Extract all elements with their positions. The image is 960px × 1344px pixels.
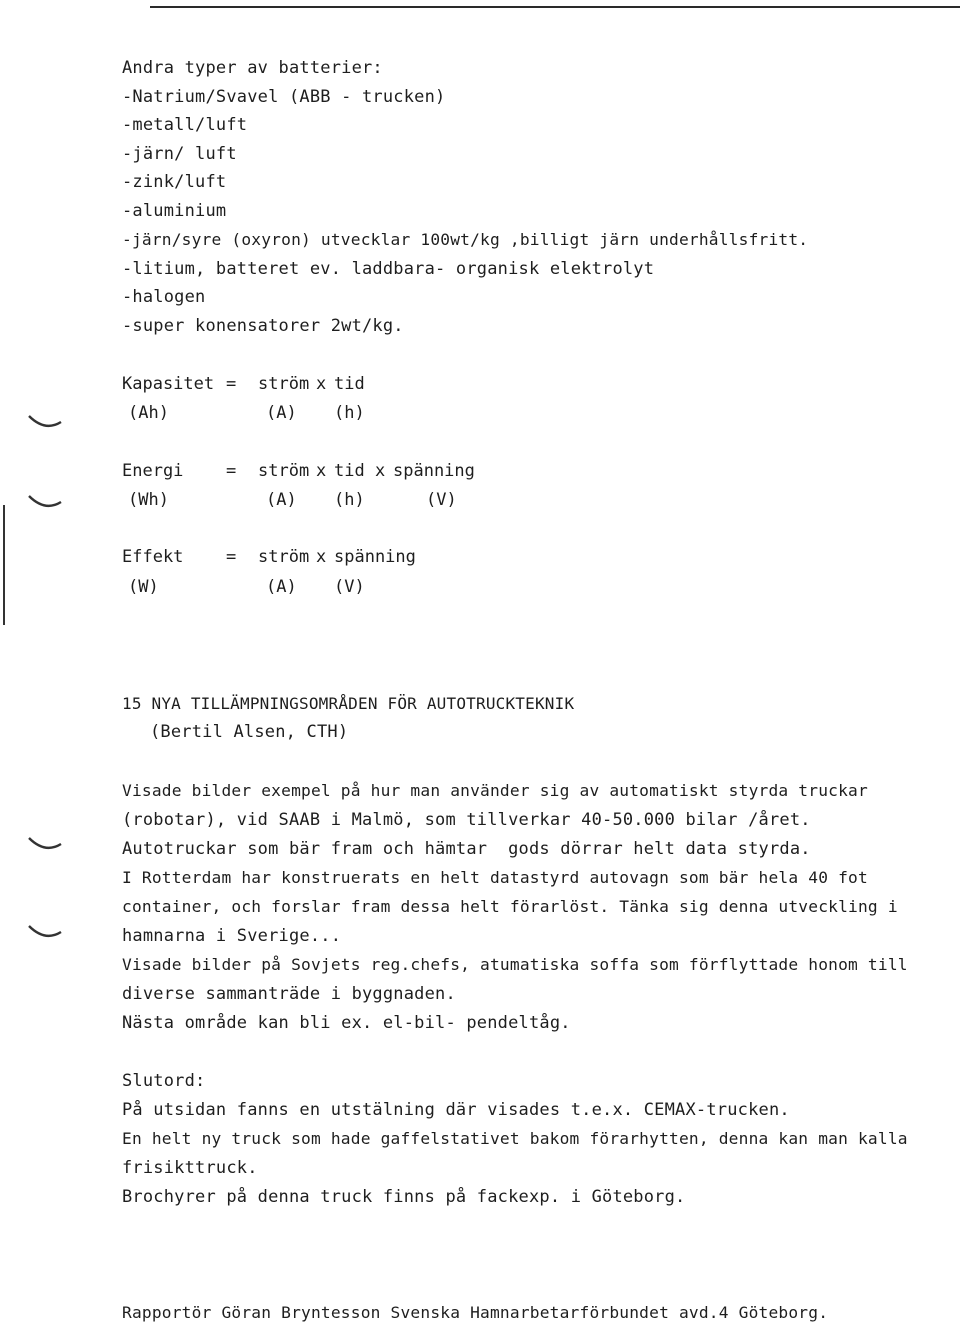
unit: (Wh) bbox=[128, 490, 169, 510]
list-item: -litium, batteret ev. laddbara- organisk elektrolyt bbox=[122, 259, 655, 279]
operator: x bbox=[316, 461, 327, 481]
term: tid bbox=[334, 374, 365, 394]
unit: (Ah) bbox=[128, 403, 169, 423]
operator: x bbox=[375, 461, 386, 481]
unit: (W) bbox=[128, 577, 159, 597]
term: ström bbox=[258, 461, 310, 481]
equals-sign: = bbox=[226, 374, 237, 394]
paragraph-line: diverse sammanträde i byggnaden. bbox=[122, 984, 456, 1004]
formula-label: Effekt bbox=[122, 547, 184, 567]
list-item: -Natrium/Svavel (ABB - trucken) bbox=[122, 87, 446, 107]
paragraph-line: Visade bilder exempel på hur man använder sig av automatiskt styrda truckar bbox=[122, 781, 868, 800]
margin-mark bbox=[26, 832, 64, 858]
unit: (A) bbox=[266, 403, 297, 423]
paragraph-line: I Rotterdam har konstruerats en helt datastyrd autovagn som bär hela 40 fot bbox=[122, 868, 868, 887]
paragraph-line: container, och forslar fram dessa helt förarlöst. Tänka sig denna utveckling i bbox=[122, 897, 898, 916]
list-item: -järn/syre (oxyron) utvecklar 100wt/kg ,billigt järn underhållsfritt. bbox=[122, 230, 809, 249]
list-item: -super konensatorer 2wt/kg. bbox=[122, 316, 404, 336]
unit: (h) bbox=[334, 403, 365, 423]
paragraph-line: En helt ny truck som hade gaffelstativet bakom förarhytten, denna kan man kalla bbox=[122, 1129, 908, 1148]
equals-sign: = bbox=[226, 547, 237, 567]
unit: (V) bbox=[334, 577, 365, 597]
top-rule bbox=[150, 6, 960, 8]
term: spänning bbox=[393, 461, 475, 481]
term: ström bbox=[258, 374, 310, 394]
formula-label: Kapasitet bbox=[122, 374, 215, 394]
margin-mark bbox=[26, 490, 64, 516]
paragraph-line: Visade bilder på Sovjets reg.chefs, atumatiska soffa som förflyttade honom till bbox=[122, 955, 908, 974]
operator: x bbox=[316, 374, 327, 394]
unit: (V) bbox=[426, 490, 457, 510]
equals-sign: = bbox=[226, 461, 237, 481]
list-item: -aluminium bbox=[122, 201, 227, 221]
unit: (A) bbox=[266, 490, 297, 510]
reporter-line: Rapportör Göran Bryntesson Svenska Hamnarbetarförbundet avd.4 Göteborg. bbox=[122, 1303, 829, 1322]
paragraph-line: frisikttruck. bbox=[122, 1158, 258, 1178]
paragraph-line: hamnarna i Sverige... bbox=[122, 926, 342, 946]
section-title: 15 NYA TILLÄMPNINGSOMRÅDEN FÖR AUTOTRUCKTEKNIK bbox=[122, 694, 575, 713]
unit: (h) bbox=[334, 490, 365, 510]
paragraph-line: Autotruckar som bär fram och hämtar gods dörrar helt data styrda. bbox=[122, 839, 811, 859]
paragraph-line: (robotar), vid SAAB i Malmö, som tillverkar 40-50.000 bilar /året. bbox=[122, 810, 811, 830]
paragraph-line: Nästa område kan bli ex. el-bil- pendeltåg. bbox=[122, 1013, 571, 1033]
unit: (A) bbox=[266, 577, 297, 597]
list-item: -metall/luft bbox=[122, 115, 248, 135]
margin-mark bbox=[26, 410, 64, 436]
term: spänning bbox=[334, 547, 416, 567]
section-author: (Bertil Alsen, CTH) bbox=[150, 722, 349, 742]
operator: x bbox=[316, 547, 327, 567]
paragraph-line: På utsidan fanns en utstälning där visades t.e.x. CEMAX-trucken. bbox=[122, 1100, 790, 1120]
margin-mark bbox=[26, 920, 64, 946]
intro-heading: Andra typer av batterier: bbox=[122, 58, 383, 78]
margin-rule bbox=[3, 505, 5, 625]
formula-label: Energi bbox=[122, 461, 184, 481]
list-item: -zink/luft bbox=[122, 172, 227, 192]
list-item: -järn/ luft bbox=[122, 144, 237, 164]
paragraph-line: Brochyrer på denna truck finns på fackexp. i Göteborg. bbox=[122, 1187, 686, 1207]
slutord-heading: Slutord: bbox=[122, 1071, 206, 1091]
term: ström bbox=[258, 547, 310, 567]
list-item: -halogen bbox=[122, 287, 206, 307]
term: tid bbox=[334, 461, 365, 481]
